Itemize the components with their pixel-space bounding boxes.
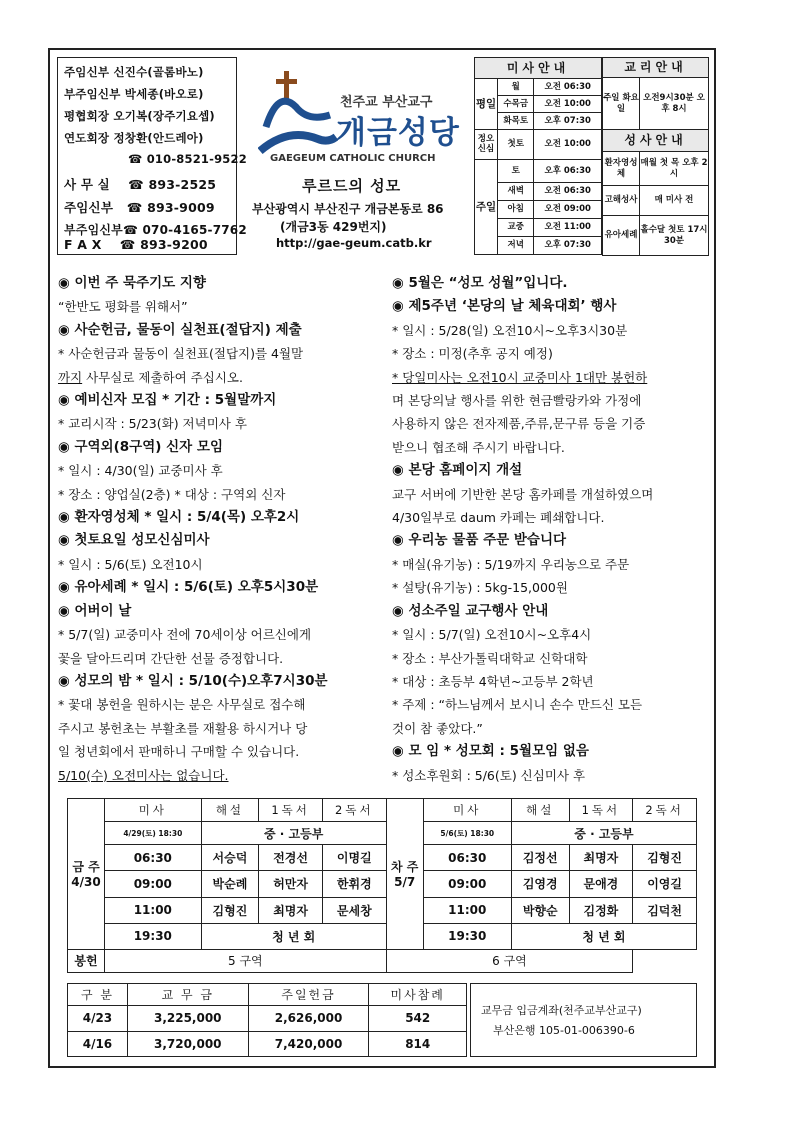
website-link[interactable]: http://gae-geum.catb.kr <box>276 236 432 250</box>
section-heading: ◉ 구역외(8구역) 신자 모임 <box>58 438 223 455</box>
sacrament-value: 매 미사 전 <box>640 186 709 216</box>
minister-name: 김덕천 <box>633 897 697 923</box>
minister-name: 이영길 <box>633 871 697 897</box>
minister-name: 최명자 <box>569 845 633 871</box>
church-logo <box>258 67 338 159</box>
sacrament-label: 고해성사 <box>603 186 640 216</box>
next-week-label: 차 주 5/7 <box>386 799 423 950</box>
staff-row: 부주임신부☎ 070-4165-7762 <box>64 223 247 237</box>
day-label: 저녁 <box>498 236 534 254</box>
section-heading: ◉ 이번 주 묵주기도 지향 <box>58 275 206 291</box>
mass-time: 11:00 <box>105 897 202 923</box>
roster-header: 1독서 <box>569 799 633 822</box>
minister-name: 김정선 <box>511 845 569 871</box>
underlined-text: 까지 <box>58 369 83 385</box>
evening-group: 청 년 회 <box>201 923 386 949</box>
time-value: 오후 07:30 <box>534 113 602 130</box>
announcement-line: * 일시 : 4/30(일) 교중미사 후 <box>58 463 223 479</box>
sunday-label: 주일 <box>475 159 498 254</box>
staff-row: 사 무 실 ☎ 893-2525 <box>64 177 217 192</box>
announcement-line: 것이 참 좋았다.” <box>392 720 483 736</box>
minister-name: 이명길 <box>322 845 386 871</box>
account-title: 교무금 입금계좌(천주교부산교구) <box>481 1004 642 1017</box>
finance-table <box>67 983 467 1057</box>
section-heading: ◉ 사순헌금, 물동이 실천표(절답지) 제출 <box>58 321 302 338</box>
announcement-line: 교구 서버에 기반한 본당 홈카페를 개설하였으며 <box>392 486 654 502</box>
sacrament-label: 유아세례 <box>603 216 640 256</box>
finance-cell: 4/23 <box>68 1006 128 1031</box>
evening-group: 청 년 회 <box>511 923 696 949</box>
minister-name: 허만자 <box>259 871 323 897</box>
day-label: 토 <box>498 159 534 182</box>
offering-label: 봉헌 <box>68 949 105 972</box>
mass-time: 19:30 <box>105 923 202 949</box>
finance-header: 주일헌금 <box>248 984 369 1006</box>
day-label: 첫토 <box>498 129 534 159</box>
time-value: 오전 10:00 <box>534 129 602 159</box>
roster-header: 해설 <box>201 799 259 822</box>
roster-header: 미사 <box>105 799 202 822</box>
staff-phone: ☎ 010-8521-9522 <box>128 152 247 166</box>
section-heading: ◉ 첫토요일 성모신심미사 <box>58 532 210 549</box>
day-label: 새벽 <box>498 182 534 200</box>
staff-row: 평협회장 오기복(장주기요셉) <box>64 109 215 123</box>
time-value: 오전 10:00 <box>534 96 602 113</box>
liturgy-roster <box>67 798 697 973</box>
section-heading: ◉ 어버이 날 <box>58 602 132 619</box>
mass-info-title: 미사안내 <box>475 58 602 79</box>
announcement-line: * 사순헌금과 물동이 실천표(절답지)를 4월말 <box>58 346 304 362</box>
announcement-line: 며 본당의날 행사를 위한 현금빨랑카와 가정에 <box>392 393 642 409</box>
announcement-line: 까지 사무실로 제출하여 주십시오. <box>58 369 243 385</box>
day-label: 아침 <box>498 200 534 218</box>
account-number: 부산은행 105-01-006390-6 <box>493 1024 635 1037</box>
day-label: 수목금 <box>498 96 534 113</box>
announcement-line: * 일시 : 5/28(일) 오전10시~오후3시30분 <box>392 322 628 338</box>
staff-row: 주임신부 ☎ 893-9009 <box>64 200 215 215</box>
announcement-line: 꽃을 달아드리며 간단한 선물 증정합니다. <box>58 650 284 666</box>
minister-name: 최명자 <box>259 897 323 923</box>
finance-cell: 2,626,000 <box>248 1006 369 1031</box>
announcement-line: * 매실(유기농) : 5/19까지 우리농으로 주문 <box>392 556 630 572</box>
sat-mass-time: 4/29(토) 18:30 <box>105 822 202 845</box>
section-heading: ◉ 환자영성체 * 일시 : 5/4(목) 오후2시 <box>58 509 300 526</box>
sacrament-label: 환자영성체 <box>603 152 640 186</box>
church-brand <box>240 57 474 255</box>
announcements-left <box>58 272 378 787</box>
time-value: 오전 11:00 <box>534 218 602 236</box>
minister-name: 김형진 <box>633 845 697 871</box>
announcements-right <box>392 272 712 787</box>
minister-name: 문애경 <box>569 871 633 897</box>
time-value: 오전 09:00 <box>534 200 602 218</box>
time-value: 오전 06:30 <box>534 79 602 96</box>
announcement-line: * 설탕(유기농) : 5kg-15,000원 <box>392 580 568 596</box>
church-english-name: GAEGEUM CATHOLIC CHURCH <box>270 153 436 164</box>
finance-cell: 4/16 <box>68 1031 128 1056</box>
announcement-line: 5/10(수) 오전미사는 없습니다. <box>58 767 229 783</box>
minister-name: 박향순 <box>511 897 569 923</box>
staff-row: 연도회장 정창환(안드레아) <box>64 131 204 145</box>
mass-schedule <box>474 57 602 255</box>
sat-mass-group: 중 · 고등부 <box>201 822 386 845</box>
section-heading: ◉ 5월은 “성모 성월”입니다. <box>392 275 568 291</box>
roster-header: 해설 <box>511 799 569 822</box>
announcement-line: * 일시 : 5/7(일) 오전10시~오후4시 <box>392 627 592 643</box>
mass-time: 06:30 <box>423 845 511 871</box>
section-heading: ◉ 우리농 물품 주문 받습니다 <box>392 532 567 549</box>
roster-header: 1독서 <box>259 799 323 822</box>
education-sacrament-info <box>602 57 709 255</box>
finance-cell: 542 <box>369 1006 467 1031</box>
announcement-line: 받으니 협조해 주시기 바랍니다. <box>392 439 565 455</box>
weekday-label: 평일 <box>475 79 498 130</box>
time-value: 오후 06:30 <box>534 159 602 182</box>
staff-row: F A X ☎ 893-9200 <box>64 237 208 252</box>
staff-directory <box>57 57 247 255</box>
announcement-line: 사용하지 않은 전자제품,주류,문구류 등을 기증 <box>392 416 646 432</box>
this-week-label: 금 주 4/30 <box>68 799 105 950</box>
announcement-line: * 성소후원회 : 5/6(토) 신심미사 후 <box>392 767 586 783</box>
announcement-line: “한반도 평화를 위해서” <box>58 299 188 315</box>
finance-cell: 814 <box>369 1031 467 1056</box>
minister-name: 김영경 <box>511 871 569 897</box>
minister-name: 김정화 <box>569 897 633 923</box>
section-heading: ◉ 성소주일 교구행사 안내 <box>392 602 549 619</box>
announcement-line: * 장소 : 양업실(2층) * 대상 : 구역외 신자 <box>58 486 286 502</box>
section-heading: ◉ 제5주년 ‘본당의 날 체육대회’ 행사 <box>392 298 617 315</box>
sacrament-value: 매월 첫 목 오후 2시 <box>640 152 709 186</box>
minister-name: 서승덕 <box>201 845 259 871</box>
announcement-line: * 대상 : 초등부 4학년~고등부 2학년 <box>392 673 594 689</box>
announcement-line: * 장소 : 미정(추후 공지 예정) <box>392 346 553 362</box>
day-label: 월 <box>498 79 534 96</box>
edu-info-title: 교리안내 <box>603 58 709 78</box>
mass-time: 06:30 <box>105 845 202 871</box>
minister-name: 박순례 <box>201 871 259 897</box>
sacrament-info-title: 성사안내 <box>603 130 709 152</box>
time-value: 오후 07:30 <box>534 236 602 254</box>
time-value: 오전 06:30 <box>534 182 602 200</box>
staff-row: 주임신부 신진수(골롬바노) <box>64 65 204 79</box>
announcement-line: * 당일미사는 오전10시 교중미사 1대만 봉헌하 <box>392 369 648 385</box>
church-name: 개금성당 <box>336 115 460 151</box>
finance-cell: 3,225,000 <box>127 1006 248 1031</box>
roster-table <box>67 798 697 973</box>
announcement-line: 4/30일부로 daum 카페는 폐쇄합니다. <box>392 510 605 526</box>
roster-header: 2독서 <box>322 799 386 822</box>
account-info <box>470 983 697 1057</box>
announcement-line: * 꽃대 봉헌을 원하시는 분은 사무실로 접수해 <box>58 697 306 713</box>
mass-time: 11:00 <box>423 897 511 923</box>
finance-header: 구 분 <box>68 984 128 1006</box>
announcement-line: * 장소 : 부산가톨릭대학교 신학대학 <box>392 650 588 666</box>
day-label: 화목토 <box>498 113 534 130</box>
section-heading: ◉ 본당 홈페이지 개설 <box>392 462 523 479</box>
minister-name: 문세창 <box>322 897 386 923</box>
roster-header: 2독서 <box>633 799 697 822</box>
mass-time: 09:00 <box>105 871 202 897</box>
first-sat-label: 정오 신심 <box>475 129 498 159</box>
diocese-label: 천주교 부산교구 <box>340 95 433 110</box>
roster-header: 미사 <box>423 799 511 822</box>
finance-cell: 7,420,000 <box>248 1031 369 1056</box>
offering-zone: 5 구역 <box>105 949 387 972</box>
edu-times: 오전9시30분 오후 8시 <box>640 78 709 130</box>
announcement-line: * 주제 : “하느님께서 보시니 손수 만드신 모든 <box>392 697 643 713</box>
section-heading: ◉ 유아세례 * 일시 : 5/6(토) 오후5시30분 <box>58 579 319 596</box>
minister-name: 전경선 <box>259 845 323 871</box>
edu-days: 주일 화요일 <box>603 78 640 130</box>
mass-time: 09:00 <box>423 871 511 897</box>
finance-header: 미사참례 <box>369 984 467 1006</box>
patron-name: 루르드의 성모 <box>302 177 402 195</box>
announcement-line: 주시고 봉헌초는 부활초를 재활용 하시거나 당 <box>58 720 308 736</box>
sat-mass-time: 5/6(토) 18:30 <box>423 822 511 845</box>
announcement-line: * 교리시작 : 5/23(화) 저녁미사 후 <box>58 416 247 432</box>
announcement-line: * 일시 : 5/6(토) 오전10시 <box>58 556 203 572</box>
announcement-line: 일 청년회에서 판매하니 구매할 수 있습니다. <box>58 744 300 760</box>
section-heading: ◉ 성모의 밤 * 일시 : 5/10(수)오후7시30분 <box>58 672 328 689</box>
sat-mass-group: 중 · 고등부 <box>511 822 696 845</box>
announcement-line: * 5/7(일) 교중미사 전에 70세이상 어르신에게 <box>58 627 312 643</box>
minister-name: 한휘경 <box>322 871 386 897</box>
finance-header: 교 무 금 <box>127 984 248 1006</box>
sacrament-value: 홀수달 첫토 17시30분 <box>640 216 709 256</box>
section-heading: ◉ 예비신자 모집 * 기간 : 5월말까지 <box>58 392 277 409</box>
minister-name: 김형진 <box>201 897 259 923</box>
address-detail: (개금3동 429번지) <box>280 220 387 234</box>
finance-cell: 3,720,000 <box>127 1031 248 1056</box>
offering-zone: 6 구역 <box>386 949 633 972</box>
day-label: 교중 <box>498 218 534 236</box>
section-heading: ◉ 모 임 * 성모회 : 5월모임 없음 <box>392 743 589 760</box>
staff-row: 부주임신부 박세종(바오로) <box>64 87 204 101</box>
mass-time: 19:30 <box>423 923 511 949</box>
address: 부산광역시 부산진구 개금본동로 86 <box>252 202 444 216</box>
